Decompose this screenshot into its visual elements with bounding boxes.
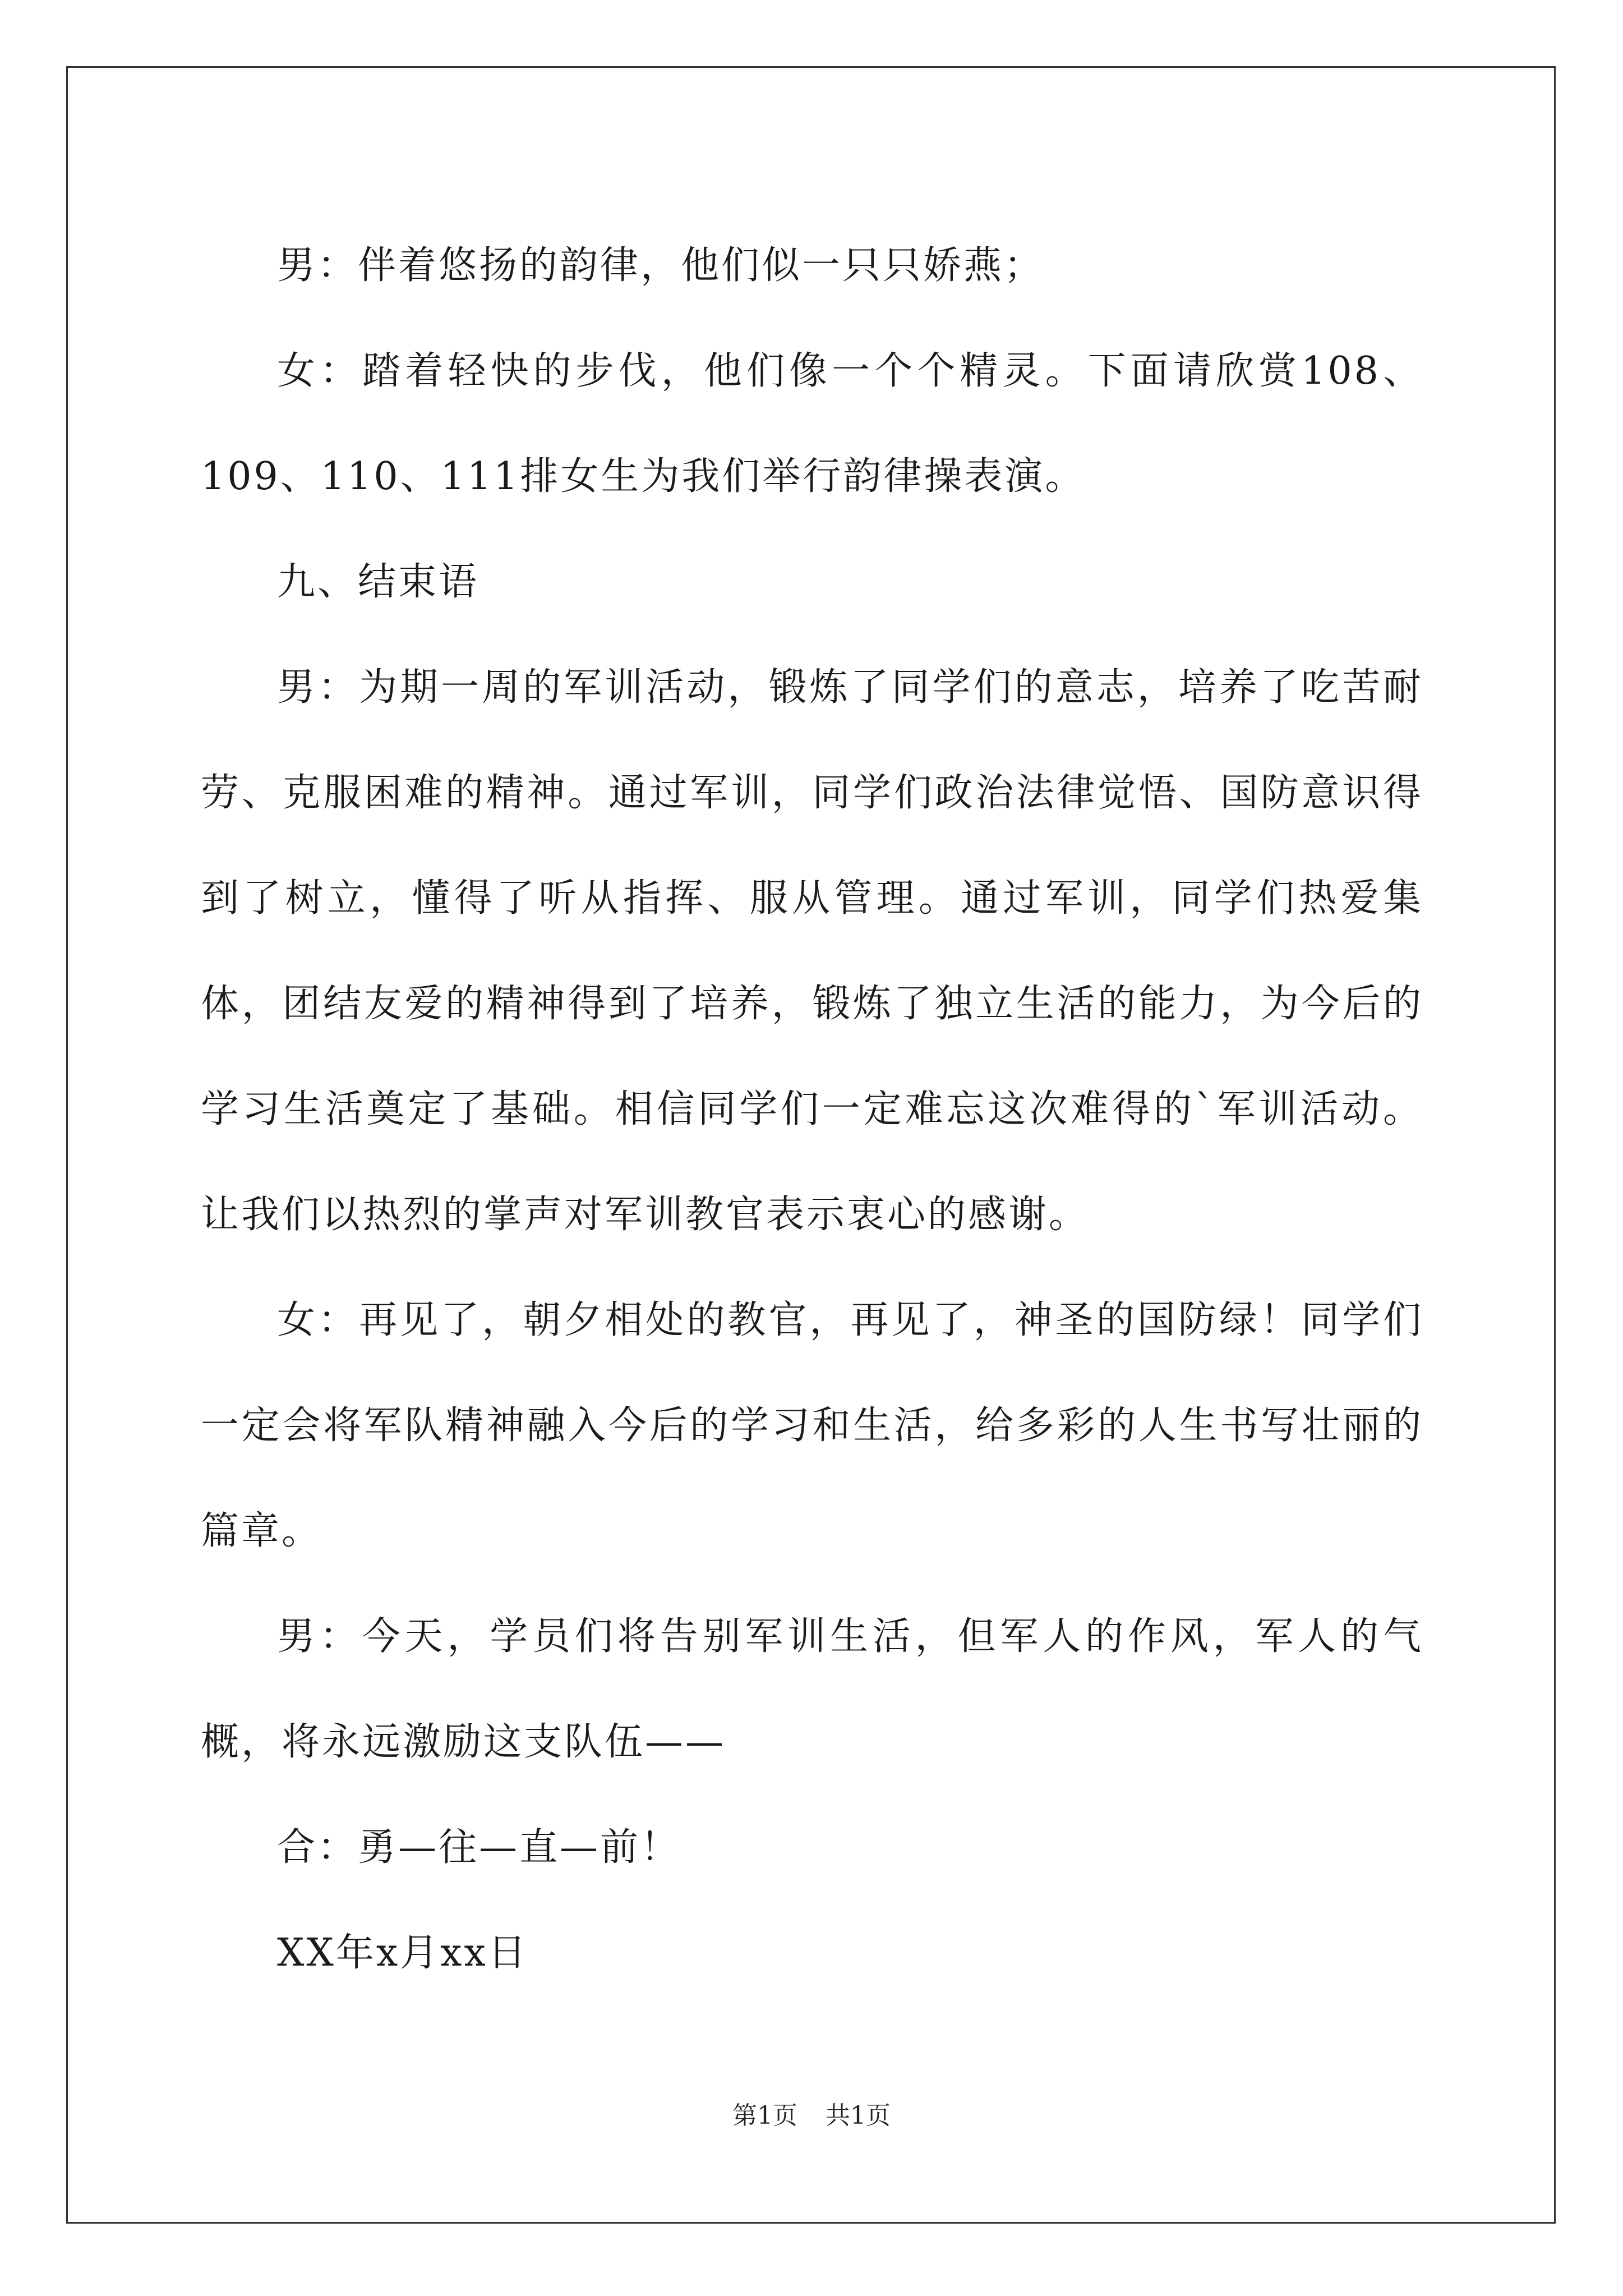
paragraph-female-line-1: 女：踏着轻快的步伐，他们像一个个精灵。下面请欣赏108、109、110、111排女生为我们举行韵律操表演。: [201, 349, 1423, 499]
section-heading-closing: 九、结束语: [277, 560, 479, 604]
paragraph-male-final: 男：今天，学员们将告别军训生活，但军人的作风，军人的气概，将永远激励这支队伍——: [201, 1614, 1423, 1764]
date-line: XX年x月xx日: [277, 1931, 528, 1975]
paragraph-together: 合：勇—往—直—前！: [277, 1825, 681, 1870]
document-body: [201, 213, 1423, 2006]
page-number-total: 共1页: [826, 2101, 891, 2130]
paragraph-male-closing: 男：为期一周的军训活动，锻炼了同学们的意志，培养了吃苦耐劳、克服困难的精神。通过军训，同学们政治法律觉悟、国防意识得到了树立，懂得了听从指挥、服从管理。通过军训，同学们热爱集体，团结友爱的精神得到了培养，锻炼了独立生活的能力，为今后的学习生活奠定了基础。相信同学们一定难忘这次难得的`军训活动。让我们以热烈的掌声对军训教官表示衷心的感谢。: [201, 665, 1423, 1237]
paragraph-female-closing: 女：再见了，朝夕相处的教官，再见了，神圣的国防绿！同学们一定会将军队精神融入今后的学习和生活，给多彩的人生书写壮丽的篇章。: [201, 1298, 1423, 1553]
page-number-current: 第1页: [732, 2101, 797, 2130]
paragraph-male-line-1: 男：伴着悠扬的韵律，他们似一只只娇燕；: [277, 243, 1045, 288]
page-footer: [0, 2099, 1623, 2133]
